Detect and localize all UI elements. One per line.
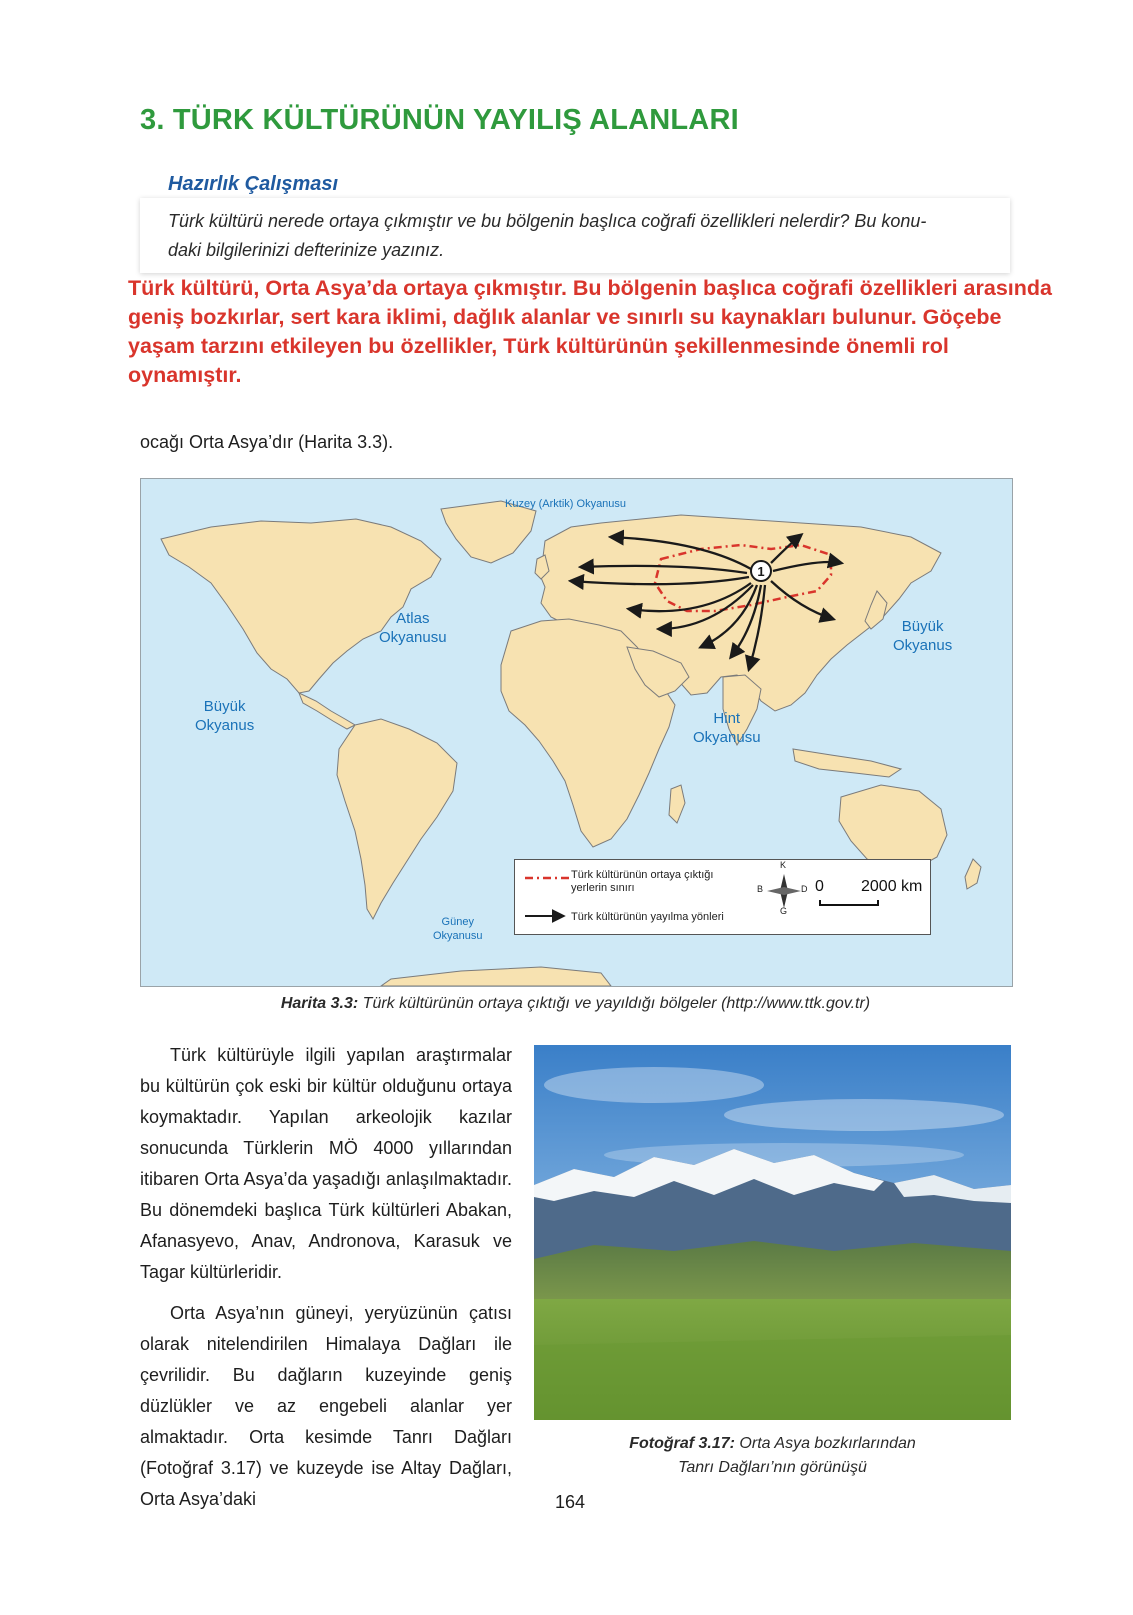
body-paragraph-2: Orta Asya’nın güneyi, yeryüzünün çatısı olarak nitelendirilen Himalaya Dağları ile çevrilidir. Bu dağların kuzeyinde geniş düzlükler ve az engebeli alanlar yer almaktadır. Orta kesimde Tanrı Dağları (Fotoğraf 3.17) ve kuzeyde ise Altay Dağları, Orta Asya’daki bbox=[140, 1303, 512, 1509]
map-caption-text: Türk kültürünün ortaya çıktığı ve yayıldığı bölgeler (http://www.ttk.gov.tr) bbox=[358, 995, 871, 1012]
map-caption bbox=[140, 995, 1011, 1013]
prep-question-line2: daki bilgilerinizi defterinize yazınız. bbox=[168, 240, 445, 260]
origin-marker-label: 1 bbox=[757, 564, 765, 579]
body-paragraph-1: Türk kültürüyle ilgili yapılan araştırmalar bu kültürün çok eski bir kültür olduğunu ortaya koymaktadır. Yapılan arkeolojik kazılar sonucunda Türklerin MÖ 4000 yıllarından itibaren Orta Asya’da yaşadığı anlaşılmaktadır. Bu dönemdeki başlıca Türk kültürleri Abakan, Afanasyevo, Anav, Andronova, Karasuk ve Tagar kültürleridir. bbox=[140, 1045, 512, 1282]
landmass-madagascar bbox=[669, 785, 685, 823]
compass-west: B bbox=[757, 884, 764, 894]
photo-caption-line2: Tanrı Dağları’nın görünüşü bbox=[678, 1459, 867, 1476]
photo-caption-line1 bbox=[534, 1432, 1011, 1456]
prep-question-line1: Türk kültürü nerede ortaya çıkmıştır ve bu bölgenin başlıca coğrafi özellikleri nelerdir? Bu konu- bbox=[168, 211, 927, 231]
label-atlantic-1: Atlas bbox=[396, 610, 430, 627]
landmass-new-zealand bbox=[965, 859, 981, 889]
label-pacific-east-2: Okyanus bbox=[893, 637, 953, 654]
label-southern-ocean bbox=[433, 915, 483, 943]
prep-heading: Hazırlık Çalışması bbox=[168, 173, 339, 195]
handwritten-answer bbox=[128, 274, 1108, 390]
label-pacific-east-1: Büyük bbox=[901, 618, 944, 635]
answer-line1: Türk kültürü, Orta Asya’da ortaya çıkmıştır. Bu bölgenin başlıca coğrafi özellikleri arasında bbox=[128, 276, 1052, 300]
compass-rose bbox=[757, 860, 809, 916]
photo-tanri-mountains bbox=[534, 1045, 1011, 1420]
label-pacific-west-1: Büyük bbox=[203, 698, 246, 715]
photo-svg bbox=[534, 1045, 1011, 1420]
legend-boundary-text bbox=[571, 869, 713, 895]
map-legend bbox=[514, 859, 931, 935]
label-arctic-ocean: Kuzey (Arktik) Okyanusu bbox=[505, 498, 627, 510]
legend-boundary-line1: Türk kültürünün ortaya çıktığı bbox=[571, 869, 714, 881]
scale-bar bbox=[819, 900, 879, 906]
landmass-indonesia bbox=[793, 749, 901, 777]
map-caption-label: Harita 3.3: bbox=[280, 995, 359, 1012]
landmass-north-america bbox=[161, 519, 441, 693]
page-title: 3. TÜRK KÜLTÜRÜNÜN YAYILIŞ ALANLARI bbox=[140, 104, 739, 136]
clipped-text-line bbox=[140, 412, 1010, 420]
label-atlantic-2: Okyanusu bbox=[379, 629, 447, 646]
label-atlantic-ocean bbox=[379, 609, 447, 647]
answer-line4: oynamıştır. bbox=[128, 363, 242, 387]
intro-text-end: ocağı Orta Asya’dır (Harita 3.3). bbox=[140, 432, 394, 452]
page-number: 164 bbox=[554, 1492, 586, 1512]
legend-boundary-swatch bbox=[523, 868, 573, 888]
photo-caption-text-1: Orta Asya bozkırlarından bbox=[734, 1435, 916, 1452]
photo-caption bbox=[534, 1432, 1011, 1480]
label-southern-2: Okyanusu bbox=[433, 930, 483, 942]
photo-caption-label: Fotoğraf 3.17: bbox=[629, 1435, 735, 1452]
body-text bbox=[140, 1040, 512, 1525]
prep-question bbox=[168, 207, 1004, 265]
landmass-central-america bbox=[299, 693, 355, 729]
landmass-australia bbox=[839, 785, 947, 869]
label-indian-2: Okyanusu bbox=[693, 729, 761, 746]
label-pacific-west-2: Okyanus bbox=[195, 717, 255, 734]
label-pacific-ocean-east bbox=[893, 617, 952, 655]
scale-zero: 0 bbox=[815, 878, 824, 895]
label-pacific-ocean-west bbox=[195, 697, 254, 735]
legend-directions-text: Türk kültürünün yayılma yönleri bbox=[571, 911, 724, 923]
compass-east: D bbox=[801, 884, 808, 894]
compass-north: K bbox=[780, 860, 787, 870]
label-southern-1: Güney bbox=[441, 916, 474, 928]
legend-arrow-swatch bbox=[523, 906, 573, 926]
legend-boundary-line2: yerlerin sınırı bbox=[571, 882, 635, 894]
compass-south: G bbox=[780, 906, 788, 916]
answer-line3: yaşam tarzını etkileyen bu özellikler, Türk kültürünün şekillenmesinde önemli rol bbox=[128, 334, 949, 358]
landmass-south-america bbox=[337, 719, 457, 919]
landmass-antarctica bbox=[381, 967, 611, 986]
scale-value: 2000 km bbox=[861, 878, 923, 895]
world-map bbox=[140, 478, 1013, 987]
answer-line2: geniş bozkırlar, sert kara iklimi, dağlık alanlar ve sınırlı su kaynakları bulunur. Göçebe bbox=[128, 305, 1002, 329]
label-indian-1: Hint bbox=[713, 710, 741, 727]
label-indian-ocean bbox=[693, 709, 761, 747]
